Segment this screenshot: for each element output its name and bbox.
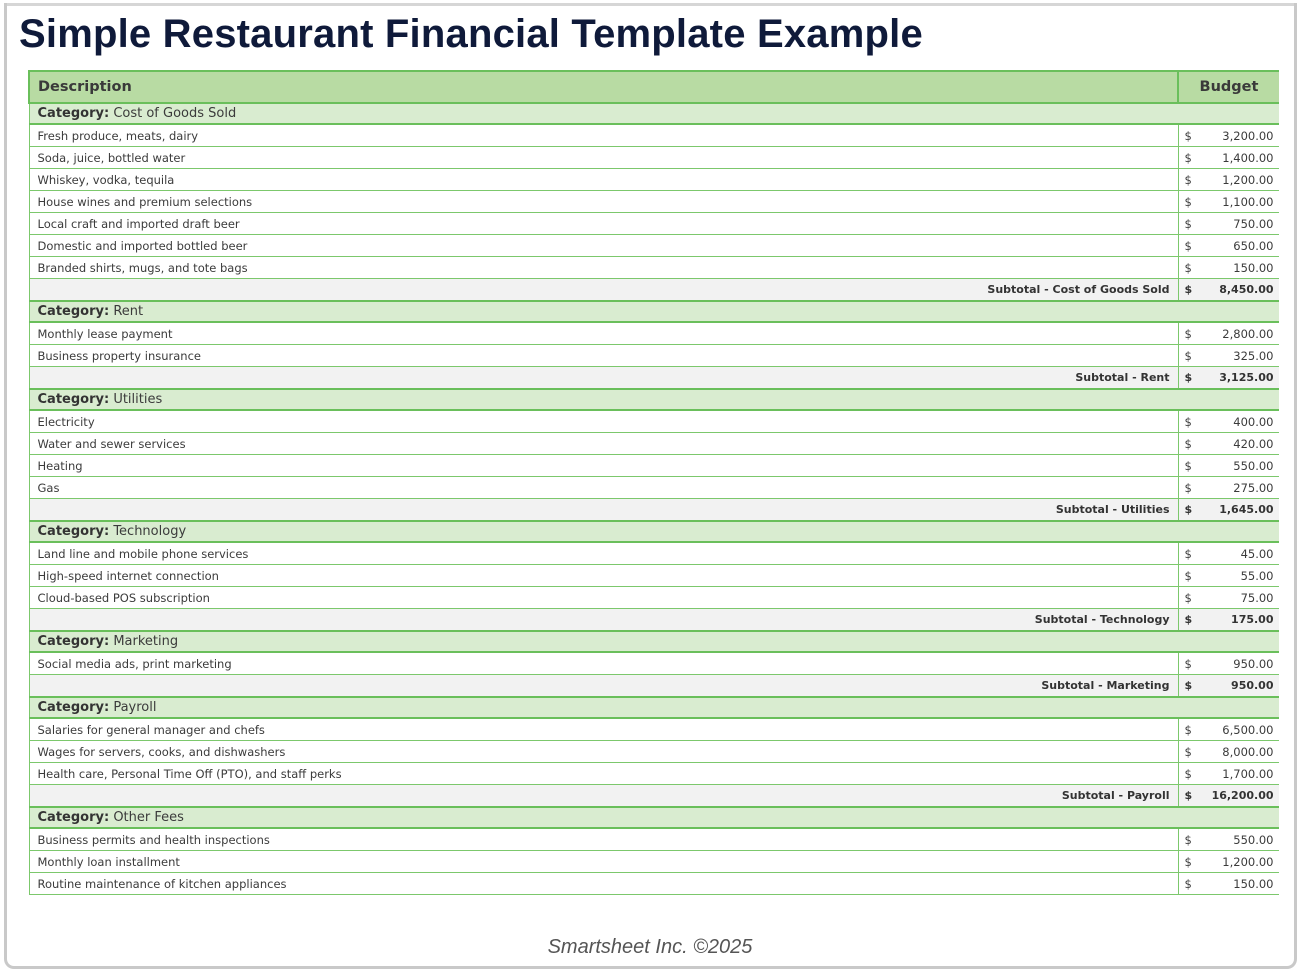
table-row (29, 257, 1279, 279)
category-prefix: Category: (37, 700, 110, 715)
category-cell (29, 389, 1279, 410)
item-description: Wages for servers, cooks, and dishwashers (29, 741, 1178, 763)
amount-value: 16,200.00 (1211, 789, 1274, 802)
currency-symbol: $ (1184, 283, 1193, 296)
currency-symbol: $ (1184, 458, 1192, 473)
amount-value: 1,200.00 (1222, 172, 1274, 187)
item-description: Routine maintenance of kitchen appliances (29, 873, 1178, 895)
item-budget (1178, 124, 1279, 147)
budget-table (28, 70, 1279, 895)
item-budget (1178, 763, 1279, 785)
category-name: Rent (113, 304, 144, 319)
category-cell (29, 103, 1279, 124)
item-description: Monthly lease payment (29, 322, 1178, 345)
category-name: Other Fees (113, 810, 184, 825)
item-description: Gas (29, 477, 1178, 499)
item-budget (1178, 652, 1279, 675)
currency-symbol: $ (1184, 744, 1192, 759)
subtotal-row (29, 785, 1279, 808)
table-row (29, 652, 1279, 675)
table-row (29, 169, 1279, 191)
item-description: Whiskey, vodka, tequila (29, 169, 1178, 191)
table-row (29, 322, 1279, 345)
currency-symbol: $ (1184, 590, 1192, 605)
amount-value: 420.00 (1233, 436, 1274, 451)
table-row (29, 433, 1279, 455)
item-budget (1178, 718, 1279, 741)
item-budget (1178, 345, 1279, 367)
item-budget (1178, 257, 1279, 279)
table-row (29, 191, 1279, 213)
table-row (29, 565, 1279, 587)
item-description: Water and sewer services (29, 433, 1178, 455)
subtotal-budget (1178, 675, 1279, 698)
category-cell (29, 301, 1279, 322)
currency-symbol: $ (1184, 238, 1192, 253)
item-description: Fresh produce, meats, dairy (29, 124, 1178, 147)
amount-value: 1,100.00 (1222, 194, 1274, 209)
table-row (29, 213, 1279, 235)
amount-value: 1,400.00 (1222, 150, 1274, 165)
currency-symbol: $ (1184, 766, 1192, 781)
category-cell (29, 807, 1279, 828)
currency-symbol: $ (1184, 414, 1192, 429)
category-row (29, 301, 1279, 322)
amount-value: 8,450.00 (1219, 283, 1274, 296)
subtotal-row (29, 675, 1279, 698)
table-row (29, 410, 1279, 433)
amount-value: 3,125.00 (1219, 371, 1274, 384)
item-description: Soda, juice, bottled water (29, 147, 1178, 169)
category-prefix: Category: (37, 106, 110, 121)
currency-symbol: $ (1184, 679, 1193, 692)
item-description: Domestic and imported bottled beer (29, 235, 1178, 257)
item-budget (1178, 873, 1279, 895)
item-description: House wines and premium selections (29, 191, 1178, 213)
table-row (29, 235, 1279, 257)
table-row (29, 873, 1279, 895)
category-name: Utilities (113, 392, 163, 407)
item-budget (1178, 433, 1279, 455)
table-row (29, 587, 1279, 609)
table-row (29, 455, 1279, 477)
amount-value: 950.00 (1231, 679, 1274, 692)
currency-symbol: $ (1184, 260, 1192, 275)
subtotal-row (29, 367, 1279, 390)
item-description: Business permits and health inspections (29, 828, 1178, 851)
currency-symbol: $ (1184, 613, 1193, 626)
item-description: Business property insurance (29, 345, 1178, 367)
item-description: Electricity (29, 410, 1178, 433)
currency-symbol: $ (1184, 568, 1192, 583)
category-prefix: Category: (37, 810, 110, 825)
currency-symbol: $ (1184, 854, 1192, 869)
amount-value: 75.00 (1240, 590, 1274, 605)
item-description: Salaries for general manager and chefs (29, 718, 1178, 741)
subtotal-row (29, 499, 1279, 522)
amount-value: 1,700.00 (1222, 766, 1274, 781)
subtotal-label: Subtotal - Marketing (29, 675, 1178, 698)
amount-value: 950.00 (1233, 656, 1274, 671)
amount-value: 6,500.00 (1222, 722, 1274, 737)
currency-symbol: $ (1184, 348, 1192, 363)
table-row (29, 345, 1279, 367)
category-row (29, 521, 1279, 542)
table-row (29, 828, 1279, 851)
subtotal-row (29, 279, 1279, 302)
subtotal-label: Subtotal - Technology (29, 609, 1178, 632)
item-budget (1178, 322, 1279, 345)
table-row (29, 477, 1279, 499)
item-description: Heating (29, 455, 1178, 477)
currency-symbol: $ (1184, 128, 1192, 143)
amount-value: 650.00 (1233, 238, 1274, 253)
category-name: Technology (113, 524, 187, 539)
subtotal-label: Subtotal - Cost of Goods Sold (29, 279, 1178, 302)
category-row (29, 697, 1279, 718)
currency-symbol: $ (1184, 150, 1192, 165)
amount-value: 175.00 (1231, 613, 1274, 626)
table-row (29, 124, 1279, 147)
category-prefix: Category: (37, 524, 110, 539)
category-row (29, 103, 1279, 124)
subtotal-label: Subtotal - Utilities (29, 499, 1178, 522)
category-row (29, 389, 1279, 410)
table-row (29, 741, 1279, 763)
amount-value: 550.00 (1233, 832, 1274, 847)
footer-copyright: Smartsheet Inc. ©2025 (547, 936, 753, 958)
item-budget (1178, 828, 1279, 851)
item-budget (1178, 147, 1279, 169)
item-description: Branded shirts, mugs, and tote bags (29, 257, 1178, 279)
item-description: Land line and mobile phone services (29, 542, 1178, 565)
table-row (29, 763, 1279, 785)
table-row (29, 147, 1279, 169)
item-description: Monthly loan installment (29, 851, 1178, 873)
amount-value: 150.00 (1233, 260, 1274, 275)
amount-value: 2,800.00 (1222, 326, 1274, 341)
item-budget (1178, 235, 1279, 257)
amount-value: 1,645.00 (1219, 503, 1274, 516)
category-row (29, 631, 1279, 652)
amount-value: 45.00 (1240, 546, 1274, 561)
currency-symbol: $ (1184, 172, 1192, 187)
subtotal-budget (1178, 367, 1279, 390)
amount-value: 1,200.00 (1222, 854, 1274, 869)
category-cell (29, 521, 1279, 542)
category-cell (29, 697, 1279, 718)
item-budget (1178, 741, 1279, 763)
table-row (29, 542, 1279, 565)
currency-symbol: $ (1184, 546, 1192, 561)
subtotal-budget (1178, 279, 1279, 302)
item-budget (1178, 542, 1279, 565)
amount-value: 550.00 (1233, 458, 1274, 473)
category-prefix: Category: (37, 304, 110, 319)
item-budget (1178, 213, 1279, 235)
amount-value: 3,200.00 (1222, 128, 1274, 143)
item-budget (1178, 587, 1279, 609)
item-description: Health care, Personal Time Off (PTO), and staff perks (29, 763, 1178, 785)
item-description: Cloud-based POS subscription (29, 587, 1178, 609)
subtotal-row (29, 609, 1279, 632)
column-header-budget: Budget (1178, 71, 1279, 103)
table-header-row (29, 71, 1279, 103)
amount-value: 55.00 (1240, 568, 1274, 583)
table-row (29, 718, 1279, 741)
amount-value: 150.00 (1233, 876, 1274, 891)
currency-symbol: $ (1184, 194, 1192, 209)
currency-symbol: $ (1184, 876, 1192, 891)
category-name: Cost of Goods Sold (113, 106, 237, 121)
category-name: Payroll (113, 700, 157, 715)
subtotal-label: Subtotal - Rent (29, 367, 1178, 390)
item-description: Social media ads, print marketing (29, 652, 1178, 675)
budget-table-container (28, 70, 1279, 902)
table-row (29, 851, 1279, 873)
currency-symbol: $ (1184, 789, 1193, 802)
item-budget (1178, 477, 1279, 499)
amount-value: 750.00 (1233, 216, 1274, 231)
currency-symbol: $ (1184, 326, 1192, 341)
page-title: Simple Restaurant Financial Template Example (19, 12, 923, 56)
item-budget (1178, 851, 1279, 873)
currency-symbol: $ (1184, 503, 1193, 516)
subtotal-budget (1178, 785, 1279, 808)
category-name: Marketing (113, 634, 179, 649)
subtotal-budget (1178, 609, 1279, 632)
column-header-description: Description (29, 71, 1178, 103)
subtotal-label: Subtotal - Payroll (29, 785, 1178, 808)
category-row (29, 807, 1279, 828)
subtotal-budget (1178, 499, 1279, 522)
amount-value: 8,000.00 (1222, 744, 1274, 759)
category-cell (29, 631, 1279, 652)
currency-symbol: $ (1184, 656, 1192, 671)
currency-symbol: $ (1184, 216, 1192, 231)
item-budget (1178, 455, 1279, 477)
currency-symbol: $ (1184, 371, 1193, 384)
amount-value: 400.00 (1233, 414, 1274, 429)
item-description: High-speed internet connection (29, 565, 1178, 587)
amount-value: 275.00 (1233, 480, 1274, 495)
category-prefix: Category: (37, 392, 110, 407)
category-prefix: Category: (37, 634, 110, 649)
item-budget (1178, 191, 1279, 213)
currency-symbol: $ (1184, 832, 1192, 847)
item-budget (1178, 410, 1279, 433)
currency-symbol: $ (1184, 722, 1192, 737)
item-description: Local craft and imported draft beer (29, 213, 1178, 235)
amount-value: 325.00 (1233, 348, 1274, 363)
item-budget (1178, 565, 1279, 587)
currency-symbol: $ (1184, 436, 1192, 451)
currency-symbol: $ (1184, 480, 1192, 495)
item-budget (1178, 169, 1279, 191)
